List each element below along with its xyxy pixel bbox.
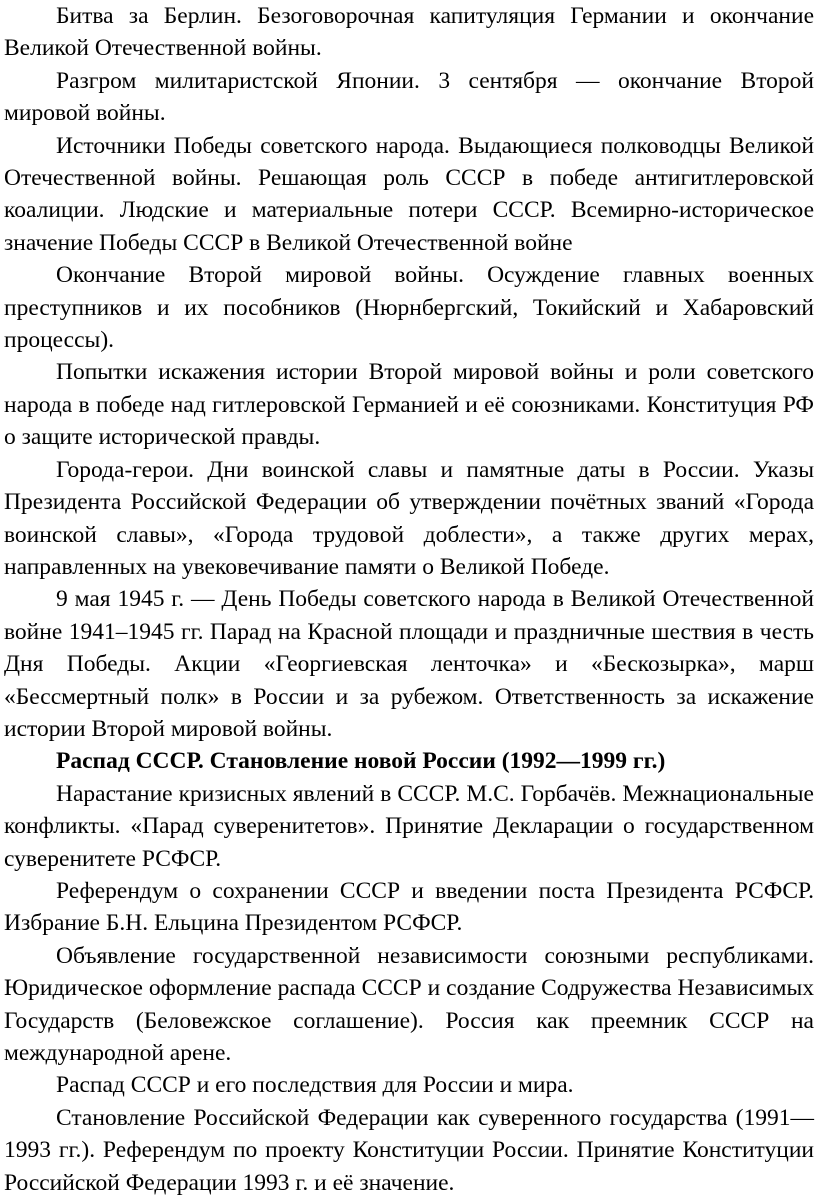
paragraph-battle-of-berlin: Битва за Берлин. Безоговорочная капитуляция Германии и окончание Великой Отечественной войны. bbox=[4, 3, 814, 62]
paragraph-end-of-ww2-trials: Окончание Второй мировой войны. Осуждение главных военных преступников и их пособников (Нюрнбергский, Токийский и Хабаровский процессы). bbox=[4, 262, 814, 354]
paragraph-collapse-consequences: Распад СССР и его последствия для России и мира. bbox=[56, 1072, 574, 1099]
section-heading: Распад СССР. Становление новой России (1992—1999 гг.) bbox=[56, 748, 666, 775]
paragraph-independence-declarations: Объявление государственной независимости союзными республиками. Юридическое оформление распада СССР и создание Содружества Независимых Государств (Беловежское соглашение). Россия как преемник СССР на международной арене. bbox=[4, 942, 814, 1066]
paragraph-crisis-in-ussr: Нарастание кризисных явлений в СССР. М.С. Горбачёв. Межнациональные конфликты. «Парад суверенитетов». Принятие Декларации о государственном суверенитете РСФСР. bbox=[4, 780, 814, 872]
paragraph-russian-federation: Становление Российской Федерации как суверенного государства (1991—1993 гг.). Референдум по проекту Конституции России. Принятие Конституции Российской Федерации 1993 г. и её значение. bbox=[4, 1104, 814, 1196]
paragraph-history-distortion: Попытки искажения истории Второй мировой войны и роли советского народа в победе над гитлеровской Германией и её союзниками. Конституция РФ о защите исторической правды. bbox=[4, 359, 814, 451]
paragraph-defeat-of-japan: Разгром милитаристской Японии. 3 сентября — окончание Второй мировой войны. bbox=[4, 67, 814, 127]
paragraph-referendum-ussr: Референдум о сохранении СССР и введении поста Президента РСФСР. Избрание Б.Н. Ельцина Президентом РСФСР. bbox=[4, 877, 814, 937]
paragraph-sources-of-victory: Источники Победы советского народа. Выдающиеся полководцы Великой Отечественной войны. Решающая роль СССР в победе антигитлеровской коалиции. Людские и материальные потери СССР. Всемирно-историческое значение Победы СССР в Великой Отечественной войне bbox=[4, 132, 814, 256]
paragraph-hero-cities: Города-герои. Дни воинской славы и памятные даты в России. Указы Президента Российской Федерации об утверждении почётных званий «Города воинской славы», «Города трудовой доблести», а также других мерах, направленных на увековечивание памяти о Великой Победе. bbox=[4, 456, 814, 580]
paragraph-victory-day: 9 мая 1945 г. — День Победы советского народа в Великой Отечественной войне 1941–1945 гг. Парад на Красной площади и праздничные шествия в честь Дня Победы. Акции «Георгиевская ленточка» и «Бескозырка», марш «Бессмертный полк» в России и за рубежом. Ответственность за искажение истории Второй мировой войны. bbox=[4, 586, 814, 742]
